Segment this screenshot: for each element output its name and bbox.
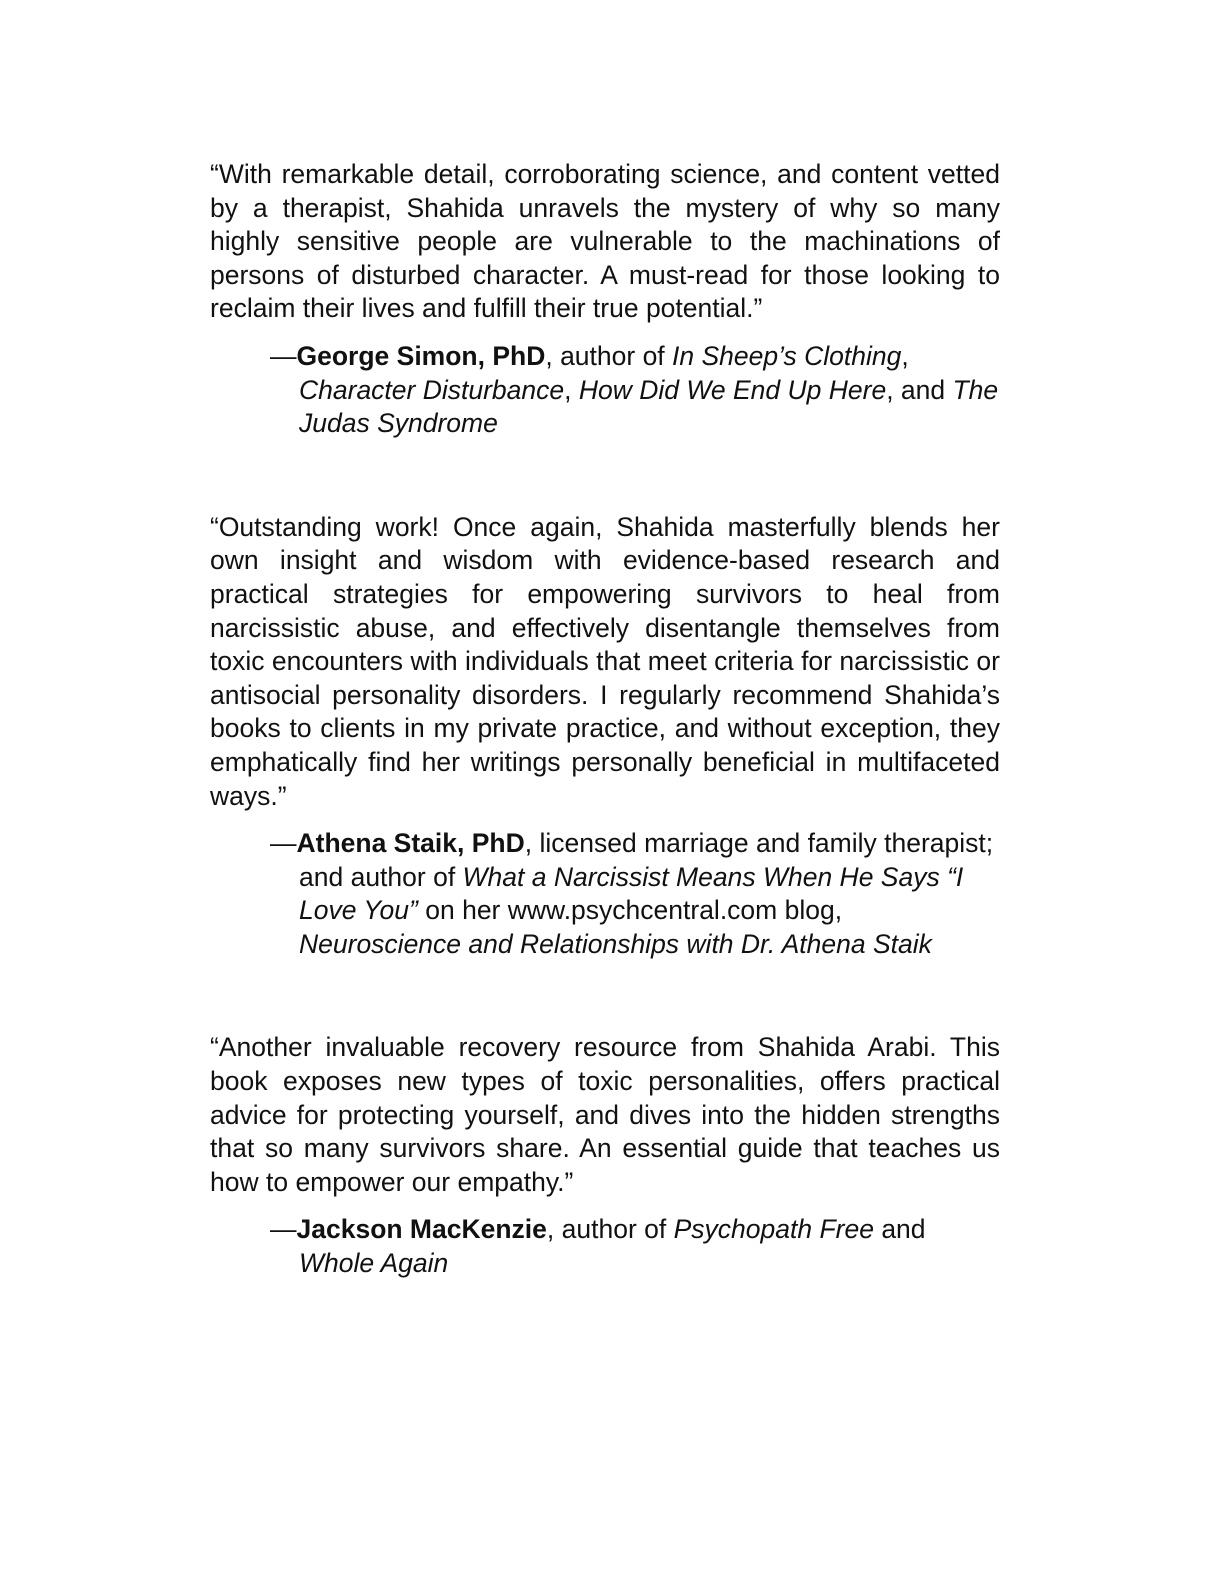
endorsement-simon xyxy=(210,158,1000,441)
em-dash: — xyxy=(270,1214,297,1245)
endorsement-staik xyxy=(210,511,1000,962)
quote-text: “With remarkable detail, corroborating science, and content vetted by a therapist, Shahida unravels the mystery of why so many highly sensitive people are vulnerable to the machinations of persons of disturbed character. A must-read for those looking to reclaim their lives and fulfill their true potential.” xyxy=(210,159,1000,324)
attribution xyxy=(270,340,1000,441)
book-title: In Sheep’s Clothing xyxy=(672,340,902,371)
author-name: George Simon, PhD xyxy=(296,340,546,371)
quote-text: “Another invaluable recovery resource from Shahida Arabi. This book exposes new types of toxic personalities, offers practical advice for protecting yourself, and dives into the hidden strengths that so many survivors share. An essential guide that teaches us how to empower our empathy.” xyxy=(210,1032,1000,1197)
attribution-text: , and xyxy=(886,374,953,405)
book-title: Character Disturbance xyxy=(299,374,565,405)
em-dash: — xyxy=(270,340,297,371)
attribution xyxy=(270,1213,1000,1280)
endorsements-page xyxy=(210,158,1000,1281)
book-title: What a Narcissist Means When He Says “I Love You” xyxy=(299,861,964,926)
endorsement-mackenzie xyxy=(210,1031,1000,1280)
em-dash: — xyxy=(270,828,297,859)
attribution-text: , author of xyxy=(545,340,673,371)
book-title: Psychopath Free xyxy=(673,1214,874,1245)
quote-text: “Outstanding work! Once again, Shahida masterfully blends her own insight and wisdom with evidence-based research and practical strategies for empowering survivors to heal from narcissistic abuse, and effectively disentangle themselves from toxic encounters with individuals that meet criteria for narcissistic or antisocial personality disorders. I regularly recommend Shahida’s books to clients in my private practice, and without exception, they emphatically find her writings personally beneficial in multifaceted ways.” xyxy=(210,511,1000,811)
author-name: Athena Staik, PhD xyxy=(296,828,525,859)
book-title: How Did We End Up Here xyxy=(578,374,887,405)
attribution-text: , licensed marriage and family therapist; and author of xyxy=(299,828,994,892)
attribution-text: , xyxy=(564,374,579,405)
book-title: The Judas Syndrome xyxy=(299,374,999,439)
blog-title: Neuroscience and Relationships with Dr. Athena Staik xyxy=(299,928,932,959)
attribution-text: and xyxy=(873,1214,926,1245)
attribution-text: on her www.psychcentral.com blog, xyxy=(417,895,843,926)
attribution-text: , author of xyxy=(546,1214,674,1245)
book-title: Whole Again xyxy=(299,1248,449,1279)
attribution xyxy=(270,827,1000,961)
attribution-text: , xyxy=(901,340,909,371)
author-name: Jackson MacKenzie xyxy=(296,1214,547,1245)
